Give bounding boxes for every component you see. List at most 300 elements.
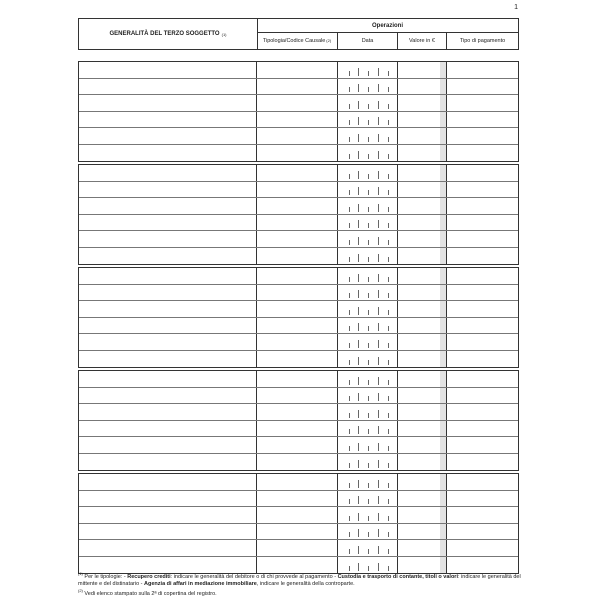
tipologia-cell[interactable] [257, 95, 338, 111]
date-separator-tick [358, 340, 359, 348]
tipologia-cell[interactable] [257, 404, 338, 420]
date-separator-tick [388, 429, 389, 434]
date-cell[interactable] [338, 351, 398, 368]
date-separator-tick [388, 463, 389, 468]
payment-type-cell[interactable] [447, 231, 518, 247]
table-header [78, 18, 519, 50]
subject-cell[interactable] [79, 165, 257, 181]
date-separator-tick [349, 257, 350, 262]
date-separator-tick [358, 460, 359, 468]
date-separator-tick [378, 237, 379, 245]
date-separator-tick [358, 307, 359, 315]
subject-cell[interactable] [79, 507, 257, 523]
date-separator-tick [349, 137, 350, 142]
table-row [79, 79, 518, 96]
tipologia-cell[interactable] [257, 524, 338, 540]
date-separator-tick [378, 513, 379, 521]
date-separator-tick [358, 187, 359, 195]
value-cell[interactable] [398, 540, 447, 556]
date-separator-tick [378, 340, 379, 348]
date-separator-tick [368, 396, 369, 401]
tipologia-cell[interactable] [257, 231, 338, 247]
date-separator-tick [358, 410, 359, 418]
value-cell[interactable] [398, 388, 447, 404]
date-separator-tick [388, 137, 389, 142]
date-cell[interactable] [338, 268, 398, 284]
date-separator-tick [358, 204, 359, 212]
subject-cell[interactable] [79, 371, 257, 387]
date-separator-tick [349, 380, 350, 385]
tipologia-cell[interactable] [257, 268, 338, 284]
date-separator-tick [358, 323, 359, 331]
payment-type-cell[interactable] [447, 182, 518, 198]
table-row [79, 491, 518, 508]
value-cell[interactable] [398, 454, 447, 471]
tipologia-cell[interactable] [257, 215, 338, 231]
date-separator-tick [368, 137, 369, 142]
payment-type-cell[interactable] [447, 507, 518, 523]
payment-type-cell[interactable] [447, 351, 518, 368]
payment-type-cell[interactable] [447, 371, 518, 387]
value-cell[interactable] [398, 285, 447, 301]
date-separator-tick [349, 71, 350, 76]
tipologia-cell[interactable] [257, 248, 338, 265]
date-separator-tick [378, 171, 379, 179]
date-cell[interactable] [338, 285, 398, 301]
table-row [79, 388, 518, 405]
subject-cell[interactable] [79, 128, 257, 144]
page-number: 1 [514, 4, 518, 11]
value-cell[interactable] [398, 371, 447, 387]
tipologia-cell[interactable] [257, 128, 338, 144]
date-separator-tick [349, 87, 350, 92]
date-separator-tick [388, 223, 389, 228]
payment-type-cell[interactable] [447, 79, 518, 95]
subject-cell[interactable] [79, 540, 257, 556]
payment-type-cell[interactable] [447, 301, 518, 317]
date-separator-tick [378, 377, 379, 385]
value-cell[interactable] [398, 524, 447, 540]
table-row [79, 112, 518, 129]
tipologia-cell[interactable] [257, 79, 338, 95]
date-cell[interactable] [338, 79, 398, 95]
subject-cell[interactable] [79, 524, 257, 540]
date-cell[interactable] [338, 62, 398, 78]
table-row [79, 437, 518, 454]
date-separator-tick [378, 290, 379, 298]
payment-type-cell[interactable] [447, 454, 518, 471]
subject-cell[interactable] [79, 421, 257, 437]
footnote-1-text: , indicare le generalità della controparte. [256, 580, 355, 587]
date-separator-tick [349, 499, 350, 504]
date-separator-tick [388, 154, 389, 159]
date-separator-tick [378, 357, 379, 365]
table-row [79, 404, 518, 421]
value-cell[interactable] [398, 165, 447, 181]
date-separator-tick [358, 480, 359, 488]
date-separator-tick [378, 426, 379, 434]
subject-cell[interactable] [79, 388, 257, 404]
footnote-1-text: : indicare le generalità del mittente e del distinatario - [78, 573, 521, 587]
value-cell[interactable] [398, 182, 447, 198]
date-cell[interactable] [338, 491, 398, 507]
value-cell[interactable] [398, 268, 447, 284]
payment-type-cell[interactable] [447, 437, 518, 453]
payment-type-cell[interactable] [447, 388, 518, 404]
date-separator-tick [349, 413, 350, 418]
date-separator-tick [358, 357, 359, 365]
subject-cell[interactable] [79, 474, 257, 490]
payment-type-cell[interactable] [447, 421, 518, 437]
date-separator-tick [368, 429, 369, 434]
subject-cell[interactable] [79, 437, 257, 453]
register-block [78, 164, 519, 265]
date-separator-tick [378, 220, 379, 228]
date-cell[interactable] [338, 437, 398, 453]
date-cell[interactable] [338, 248, 398, 265]
date-separator-tick [378, 307, 379, 315]
date-separator-tick [378, 529, 379, 537]
subject-cell[interactable] [79, 231, 257, 247]
value-cell[interactable] [398, 62, 447, 78]
tipologia-cell[interactable] [257, 388, 338, 404]
date-separator-tick [388, 360, 389, 365]
value-cell[interactable] [398, 231, 447, 247]
date-separator-tick [358, 377, 359, 385]
date-separator-tick [388, 87, 389, 92]
date-separator-tick [378, 274, 379, 282]
date-separator-tick [378, 443, 379, 451]
subject-cell[interactable] [79, 198, 257, 214]
tipologia-cell[interactable] [257, 421, 338, 437]
date-separator-tick [358, 134, 359, 142]
payment-type-cell[interactable] [447, 491, 518, 507]
payment-type-cell[interactable] [447, 474, 518, 490]
date-separator-tick [388, 71, 389, 76]
header-col-valore: Valore in € [398, 32, 447, 49]
date-separator-tick [378, 323, 379, 331]
payment-type-cell[interactable] [447, 165, 518, 181]
tipologia-cell[interactable] [257, 285, 338, 301]
table-row [79, 351, 518, 368]
date-separator-tick [378, 101, 379, 109]
date-separator-tick [368, 223, 369, 228]
date-separator-tick [358, 101, 359, 109]
subject-cell[interactable] [79, 182, 257, 198]
date-separator-tick [349, 310, 350, 315]
date-separator-tick [368, 277, 369, 282]
date-separator-tick [368, 413, 369, 418]
value-cell[interactable] [398, 128, 447, 144]
date-cell[interactable] [338, 454, 398, 471]
date-separator-tick [358, 513, 359, 521]
tipologia-cell[interactable] [257, 334, 338, 350]
date-cell[interactable] [338, 128, 398, 144]
tipologia-cell[interactable] [257, 182, 338, 198]
tipologia-cell[interactable] [257, 145, 338, 162]
register-block [78, 473, 519, 574]
date-cell[interactable] [338, 182, 398, 198]
date-separator-tick [388, 257, 389, 262]
date-separator-tick [388, 310, 389, 315]
payment-type-cell[interactable] [447, 318, 518, 334]
tipologia-cell[interactable] [257, 165, 338, 181]
header-col-data: Data [338, 32, 398, 49]
header-col-note: (2) [326, 38, 332, 43]
subject-cell[interactable] [79, 145, 257, 162]
subject-cell[interactable] [79, 351, 257, 368]
date-separator-tick [388, 516, 389, 521]
tipologia-cell[interactable] [257, 454, 338, 471]
value-cell[interactable] [398, 198, 447, 214]
date-separator-tick [378, 254, 379, 262]
date-cell[interactable] [338, 95, 398, 111]
tipologia-cell[interactable] [257, 318, 338, 334]
date-cell[interactable] [338, 145, 398, 162]
payment-type-cell[interactable] [447, 524, 518, 540]
date-separator-tick [358, 151, 359, 159]
register-block [78, 61, 519, 162]
header-operations: Operazioni [257, 19, 518, 33]
date-cell[interactable] [338, 334, 398, 350]
payment-type-cell[interactable] [447, 128, 518, 144]
date-cell[interactable] [338, 388, 398, 404]
value-cell[interactable] [398, 145, 447, 162]
date-separator-tick [378, 563, 379, 571]
subject-cell[interactable] [79, 268, 257, 284]
table-row [79, 454, 518, 471]
date-separator-tick [358, 237, 359, 245]
date-separator-tick [349, 396, 350, 401]
value-cell[interactable] [398, 112, 447, 128]
footnote-2-marker: (2) [78, 588, 83, 594]
value-cell[interactable] [398, 404, 447, 420]
date-separator-tick [358, 84, 359, 92]
payment-type-cell[interactable] [447, 334, 518, 350]
table-row [79, 540, 518, 557]
subject-cell[interactable] [79, 334, 257, 350]
date-separator-tick [378, 480, 379, 488]
payment-type-cell[interactable] [447, 404, 518, 420]
tipologia-cell[interactable] [257, 371, 338, 387]
date-separator-tick [388, 549, 389, 554]
footnotes [78, 571, 528, 598]
subject-cell[interactable] [79, 318, 257, 334]
date-separator-tick [358, 529, 359, 537]
tipologia-cell[interactable] [257, 507, 338, 523]
value-cell[interactable] [398, 248, 447, 265]
date-separator-tick [349, 446, 350, 451]
date-cell[interactable] [338, 507, 398, 523]
payment-type-cell[interactable] [447, 112, 518, 128]
date-cell[interactable] [338, 198, 398, 214]
tipologia-cell[interactable] [257, 112, 338, 128]
date-separator-tick [388, 483, 389, 488]
date-separator-tick [378, 496, 379, 504]
register-block [78, 370, 519, 471]
value-cell[interactable] [398, 301, 447, 317]
table-row [79, 301, 518, 318]
date-cell[interactable] [338, 371, 398, 387]
date-separator-tick [358, 171, 359, 179]
date-separator-tick [388, 104, 389, 109]
subject-cell[interactable] [79, 95, 257, 111]
payment-type-cell[interactable] [447, 145, 518, 162]
date-separator-tick [368, 104, 369, 109]
table-row [79, 507, 518, 524]
date-separator-tick [349, 483, 350, 488]
payment-type-cell[interactable] [447, 62, 518, 78]
value-cell[interactable] [398, 507, 447, 523]
date-separator-tick [378, 117, 379, 125]
tipologia-cell[interactable] [257, 437, 338, 453]
table-row [79, 371, 518, 388]
register-grid [78, 61, 519, 576]
date-separator-tick [358, 496, 359, 504]
header-col-tipologia [257, 32, 338, 49]
footnote-1-marker: (1) [78, 571, 83, 576]
date-separator-tick [378, 460, 379, 468]
date-separator-tick [349, 190, 350, 195]
date-cell[interactable] [338, 540, 398, 556]
table-row [79, 182, 518, 199]
date-cell[interactable] [338, 421, 398, 437]
date-separator-tick [368, 360, 369, 365]
date-separator-tick [368, 463, 369, 468]
subject-cell[interactable] [79, 301, 257, 317]
tipologia-cell[interactable] [257, 62, 338, 78]
date-cell[interactable] [338, 404, 398, 420]
table-row [79, 524, 518, 541]
date-separator-tick [358, 393, 359, 401]
date-separator-tick [388, 120, 389, 125]
table-row [79, 285, 518, 302]
date-cell[interactable] [338, 524, 398, 540]
subject-cell[interactable] [79, 404, 257, 420]
footnote-1-bold: Recupero crediti [127, 573, 171, 580]
subject-cell[interactable] [79, 215, 257, 231]
date-cell[interactable] [338, 165, 398, 181]
date-separator-tick [378, 151, 379, 159]
date-separator-tick [388, 380, 389, 385]
date-separator-tick [368, 293, 369, 298]
payment-type-cell[interactable] [447, 540, 518, 556]
table-row [79, 165, 518, 182]
value-cell[interactable] [398, 334, 447, 350]
value-cell[interactable] [398, 95, 447, 111]
date-separator-tick [358, 220, 359, 228]
payment-type-cell[interactable] [447, 248, 518, 265]
footnote-2-text: Vedi elenco stampato sulla 2ª di copertina del registro. [84, 590, 217, 597]
date-cell[interactable] [338, 318, 398, 334]
date-separator-tick [378, 546, 379, 554]
date-separator-tick [358, 68, 359, 76]
date-separator-tick [349, 360, 350, 365]
date-separator-tick [368, 532, 369, 537]
date-separator-tick [388, 413, 389, 418]
subject-cell[interactable] [79, 491, 257, 507]
value-cell[interactable] [398, 474, 447, 490]
date-separator-tick [358, 426, 359, 434]
table-row [79, 95, 518, 112]
value-cell[interactable] [398, 421, 447, 437]
subject-cell[interactable] [79, 285, 257, 301]
table-row [79, 215, 518, 232]
date-separator-tick [378, 68, 379, 76]
date-separator-tick [349, 549, 350, 554]
header-col-label: Tipologia/Codice Causale [262, 37, 326, 44]
date-separator-tick [358, 117, 359, 125]
footnote-1 [78, 571, 528, 588]
date-separator-tick [388, 532, 389, 537]
date-separator-tick [368, 516, 369, 521]
date-separator-tick [358, 290, 359, 298]
payment-type-cell[interactable] [447, 215, 518, 231]
value-cell[interactable] [398, 351, 447, 368]
subject-cell[interactable] [79, 248, 257, 265]
date-separator-tick [388, 240, 389, 245]
value-cell[interactable] [398, 437, 447, 453]
header-subject [79, 19, 258, 49]
subject-cell[interactable] [79, 454, 257, 471]
date-separator-tick [349, 120, 350, 125]
date-separator-tick [368, 310, 369, 315]
date-separator-tick [368, 380, 369, 385]
value-cell[interactable] [398, 215, 447, 231]
date-separator-tick [388, 499, 389, 504]
tipologia-cell[interactable] [257, 491, 338, 507]
subject-cell[interactable] [79, 79, 257, 95]
value-cell[interactable] [398, 79, 447, 95]
tipologia-cell[interactable] [257, 351, 338, 368]
date-separator-tick [388, 343, 389, 348]
table-row [79, 128, 518, 145]
table-row [79, 248, 518, 265]
header-subject-label: GENERALITÀ DEL TERZO SOGGETTO [109, 31, 220, 37]
date-separator-tick [358, 443, 359, 451]
subject-cell[interactable] [79, 62, 257, 78]
date-separator-tick [368, 326, 369, 331]
table-row [79, 268, 518, 285]
date-separator-tick [368, 190, 369, 195]
table-row [79, 231, 518, 248]
payment-type-cell[interactable] [447, 95, 518, 111]
value-cell[interactable] [398, 491, 447, 507]
date-separator-tick [349, 463, 350, 468]
date-cell[interactable] [338, 301, 398, 317]
date-separator-tick [349, 293, 350, 298]
date-cell[interactable] [338, 112, 398, 128]
tipologia-cell[interactable] [257, 198, 338, 214]
tipologia-cell[interactable] [257, 474, 338, 490]
tipologia-cell[interactable] [257, 301, 338, 317]
tipologia-cell[interactable] [257, 540, 338, 556]
payment-type-cell[interactable] [447, 198, 518, 214]
footnote-1-text: : indicare le generalità del debitore o di chi provvede al pagamento - [170, 573, 338, 580]
date-cell[interactable] [338, 215, 398, 231]
payment-type-cell[interactable] [447, 268, 518, 284]
date-separator-tick [388, 293, 389, 298]
date-cell[interactable] [338, 231, 398, 247]
payment-type-cell[interactable] [447, 285, 518, 301]
date-cell[interactable] [338, 474, 398, 490]
footnote-1-text: Per le tipologie: - [84, 573, 128, 580]
table-row [79, 198, 518, 215]
date-separator-tick [368, 549, 369, 554]
subject-cell[interactable] [79, 112, 257, 128]
date-separator-tick [358, 546, 359, 554]
value-cell[interactable] [398, 318, 447, 334]
